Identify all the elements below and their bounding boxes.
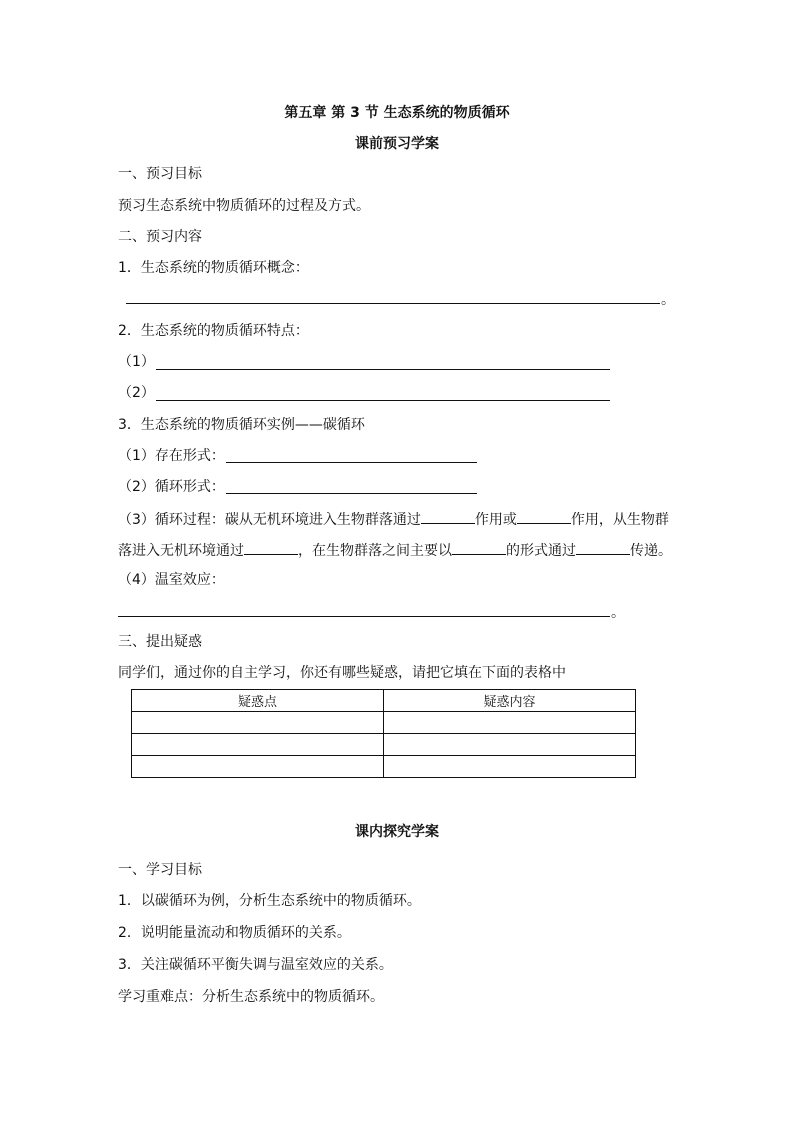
- table-header-doubt-point: 疑惑点: [132, 690, 384, 712]
- goal-2: 2．说明能量流动和物质循环的关系。: [118, 925, 351, 941]
- question-1: 1．生态系统的物质循环概念：: [118, 260, 309, 276]
- blank-organic-matter[interactable]: [452, 540, 506, 555]
- answer-line-3-2[interactable]: [226, 493, 477, 494]
- table-cell[interactable]: [384, 712, 636, 734]
- question-3-2-label: （2）循环形式：: [118, 479, 225, 495]
- preview-goal-title: 一、预习目标: [118, 166, 202, 182]
- answer-line-3-4[interactable]: [118, 616, 610, 617]
- blank-respiration[interactable]: [244, 540, 298, 555]
- question-3-1-label: （1）存在形式：: [118, 448, 225, 464]
- question-2-a-label: （1）: [118, 354, 155, 370]
- table-cell[interactable]: [132, 756, 384, 778]
- answer-line-2a[interactable]: [156, 369, 610, 370]
- blank-food-chain[interactable]: [576, 540, 630, 555]
- doubts-table: [131, 689, 636, 778]
- question-2: 2．生态系统的物质循环特点：: [118, 323, 309, 339]
- table-header-doubt-content: 疑惑内容: [384, 690, 636, 712]
- question-3-4-label: （4）温室效应：: [118, 572, 225, 588]
- preview-heading: 课前预习学案: [355, 136, 439, 152]
- table-row: [132, 712, 636, 734]
- table-cell[interactable]: [384, 756, 636, 778]
- answer-line-3-4-end: 。: [611, 605, 625, 621]
- inclass-goal-title: 一、学习目标: [118, 862, 202, 878]
- table-row: [132, 734, 636, 756]
- doubts-title: 三、提出疑惑: [118, 634, 202, 650]
- doubts-text: 同学们，通过你的自主学习，你还有哪些疑惑，请把它填在下面的表格中: [118, 665, 566, 681]
- inclass-heading: 课内探究学案: [355, 824, 439, 840]
- key-points: 学习重难点：分析生态系统中的物质循环。: [118, 989, 384, 1005]
- question-2-b-label: （2）: [118, 385, 155, 401]
- answer-line-1[interactable]: [126, 303, 660, 304]
- question-3-3-line-1: （3）循环过程：碳从无机环境进入生物群落通过 作用或 作用，从生物群: [118, 509, 669, 529]
- answer-line-2b[interactable]: [156, 400, 610, 401]
- preview-content-title: 二、预习内容: [118, 229, 202, 245]
- answer-line-3-1[interactable]: [226, 462, 477, 463]
- goal-3: 3．关注碳循环平衡失调与温室效应的关系。: [118, 957, 393, 973]
- table-cell[interactable]: [132, 712, 384, 734]
- blank-photosynthesis[interactable]: [421, 509, 475, 524]
- answer-line-1-end: 。: [661, 292, 675, 308]
- question-3-3-line-2: 落进入无机环境通过 ，在生物群落之间主要以 的形式通过 传递。: [118, 540, 672, 560]
- document-title: 第五章 第 3 节 生态系统的物质循环: [284, 105, 510, 121]
- goal-1: 1．以碳循环为例，分析生态系统中的物质循环。: [118, 893, 421, 909]
- question-3: 3．生态系统的物质循环实例——碳循环: [118, 417, 365, 433]
- table-cell[interactable]: [384, 734, 636, 756]
- blank-chemosynthesis[interactable]: [517, 509, 571, 524]
- table-header-row: [132, 690, 636, 712]
- preview-goal-text: 预习生态系统中物质循环的过程及方式。: [118, 198, 370, 214]
- table-row: [132, 756, 636, 778]
- table-cell[interactable]: [132, 734, 384, 756]
